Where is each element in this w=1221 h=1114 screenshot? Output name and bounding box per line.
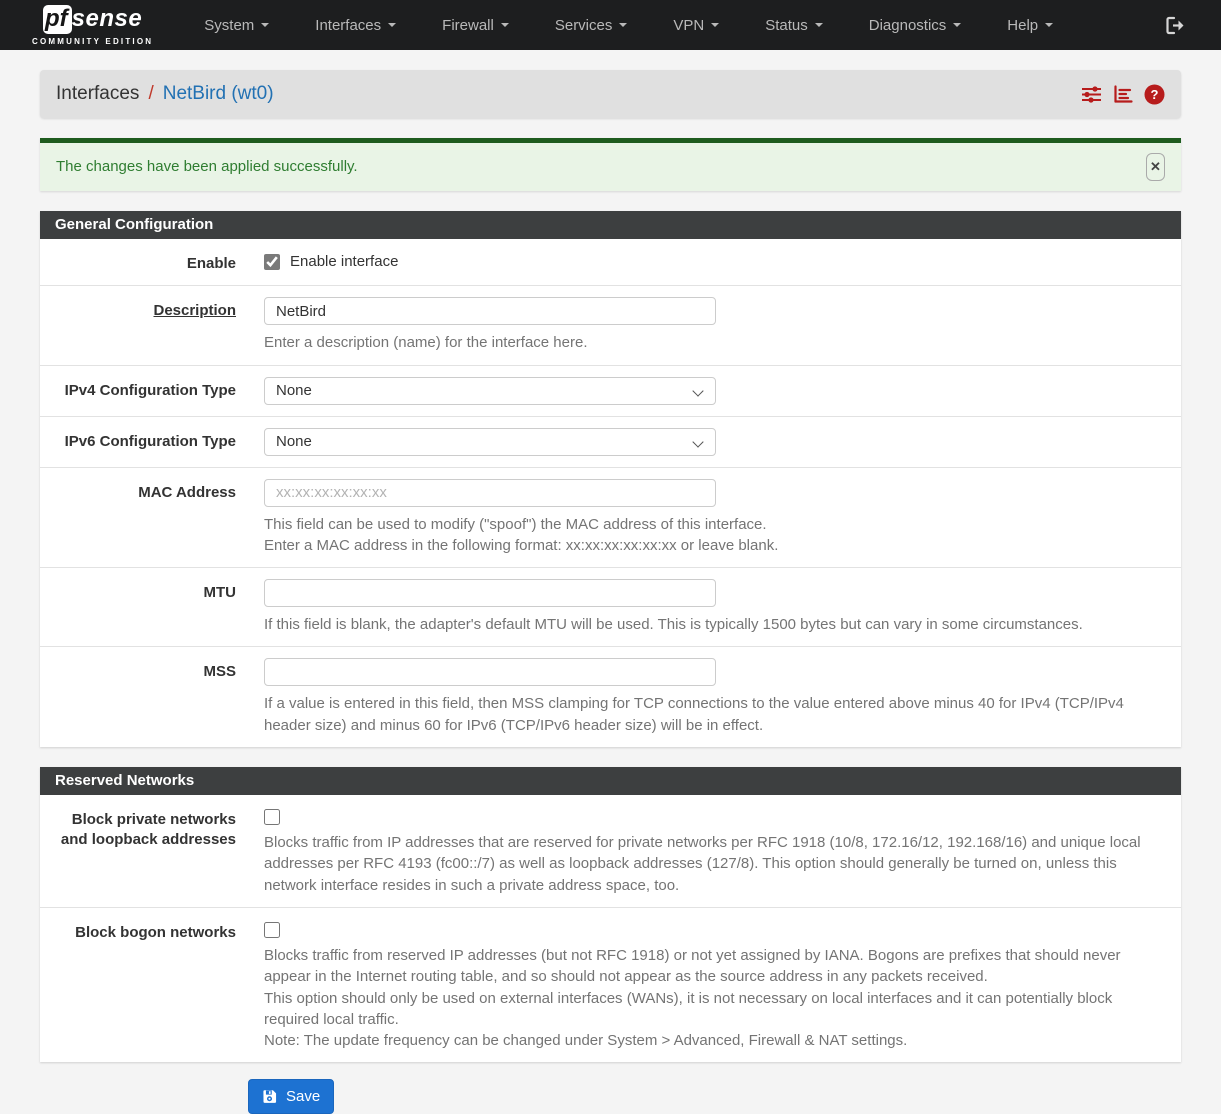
enable-label: Enable [186,255,236,272]
block-private-help: Blocks traffic from IP addresses that are reserved for private networks per RFC 1918 (10/8, 172.16/12, 192.168/16) and unique local addresses per RFC 4193 (fc00::/7) as well as loopback addresses (127/8). This option should generally be turned on, unless this network interface resides in such a private address space, too. [264,834,1141,894]
logout-button[interactable] [1165,16,1185,35]
block-bogon-help-2: This option should only be used on external interfaces (WANs), it is not necessary on local interfaces and it can potentially block required local traffic. [264,989,1113,1028]
mac-address-label: MAC Address [138,483,236,501]
block-bogon-row [40,908,1181,1062]
menu-item-firewall[interactable]: Firewall [419,0,532,50]
logo-edition-text: COMMUNITY EDITION [32,36,154,46]
chevron-down-icon [692,436,703,447]
alert-message: The changes have been applied successfully. [56,158,358,175]
general-configuration-panel [40,211,1181,747]
mss-help: If a value is entered in this field, then MSS clamping for TCP connections to the value entered above minus 40 for IPv4 (TCP/IPv4 header size) and minus 60 for IPv6 (TCP/IPv6 header size) will be in effect. [264,695,1124,734]
ipv4-config-type-row [40,366,1181,417]
caret-down-icon [711,23,719,27]
ipv4-config-type-select[interactable] [264,377,716,405]
block-bogon-help-1: Blocks traffic from reserved IP addresses (but not RFC 1918) or not yet assigned by IANA. Bogons are prefixes that should never appear in the Internet routing table, and so should not appear as the source address in any packets received. [264,946,1121,986]
close-icon: ✕ [1150,159,1161,174]
block-private-label: Block private networks and loopback addresses [60,811,236,849]
sliders-icon[interactable] [1081,85,1102,104]
caret-down-icon [619,23,627,27]
caret-down-icon [388,23,396,27]
mac-address-row [40,468,1181,569]
caret-down-icon [953,23,961,27]
breadcrumb-separator: / [148,83,154,104]
status-chart-icon[interactable] [1113,85,1133,104]
mac-address-input[interactable] [264,479,716,507]
ipv4-selected-value: None [276,382,312,400]
menu-item-interfaces[interactable]: Interfaces [292,0,419,50]
ipv4-config-type-label: IPv4 Configuration Type [64,381,236,399]
success-alert [40,138,1181,191]
page-header-icons [1081,84,1165,105]
pfsense-logo-text [43,5,142,34]
menu-item-diagnostics[interactable]: Diagnostics [846,0,985,50]
caret-down-icon [815,23,823,27]
description-help: Enter a description (name) for the interface here. [264,334,588,352]
breadcrumb-page-link[interactable]: NetBird (wt0) [162,83,274,104]
mss-label: MSS [203,663,236,681]
help-circle-icon[interactable] [1144,84,1165,105]
menu-item-services[interactable]: Services [532,0,651,50]
pfsense-logo[interactable] [32,5,153,46]
ipv6-config-type-row [40,417,1181,468]
menu-item-system[interactable]: System [181,0,292,50]
panel-title-reserved: Reserved Networks [40,767,1181,795]
top-navbar [0,0,1221,50]
ipv6-config-type-label: IPv6 Configuration Type [64,432,236,450]
mtu-row [40,568,1181,647]
breadcrumb-section: Interfaces [56,83,140,104]
chevron-down-icon [692,385,703,396]
menu-item-status[interactable]: Status [742,0,846,50]
main-menu [181,0,1076,50]
description-label: Description [153,302,236,320]
mss-row [40,647,1181,747]
logo-pf-badge: pf [43,5,72,34]
menu-item-help[interactable]: Help [984,0,1076,50]
block-bogon-label: Block bogon networks [75,923,236,941]
mtu-help: If this field is blank, the adapter's default MTU will be used. This is typically 1500 bytes but can vary in some circumstances. [264,616,1083,634]
alert-close-button[interactable] [1146,153,1165,181]
reserved-networks-panel [40,767,1181,1062]
form-actions [248,1079,1181,1114]
ipv6-config-type-select[interactable] [264,428,716,456]
block-bogon-help-3: Note: The update frequency can be changed under System > Advanced, Firewall & NAT settings. [264,1032,908,1050]
mss-input[interactable] [264,658,716,686]
enable-row [40,239,1181,286]
block-private-checkbox[interactable] [264,809,280,825]
mac-address-help-2: Enter a MAC address in the following format: xx:xx:xx:xx:xx:xx or leave blank. [264,536,779,554]
caret-down-icon [261,23,269,27]
logo-sense-text: sense [71,4,143,32]
mac-address-help-1: This field can be used to modify ("spoof") the MAC address of this interface. [264,515,767,533]
menu-item-vpn[interactable]: VPN [650,0,742,50]
save-icon [262,1089,277,1104]
mtu-label: MTU [203,584,236,602]
save-button-label: Save [286,1088,321,1106]
description-input[interactable] [264,297,716,325]
block-private-row [40,795,1181,908]
enable-interface-checkbox[interactable] [264,254,280,270]
sign-out-icon [1165,16,1185,35]
breadcrumb [40,70,1181,118]
block-bogon-checkbox[interactable] [264,922,280,938]
save-button[interactable] [248,1079,334,1114]
enable-interface-checkbox-label: Enable interface [290,253,399,270]
panel-title-general: General Configuration [40,211,1181,239]
svg-text:?: ? [1150,86,1159,102]
description-row [40,286,1181,365]
caret-down-icon [1045,23,1053,27]
mtu-input[interactable] [264,579,716,607]
caret-down-icon [501,23,509,27]
ipv6-selected-value: None [276,433,312,451]
